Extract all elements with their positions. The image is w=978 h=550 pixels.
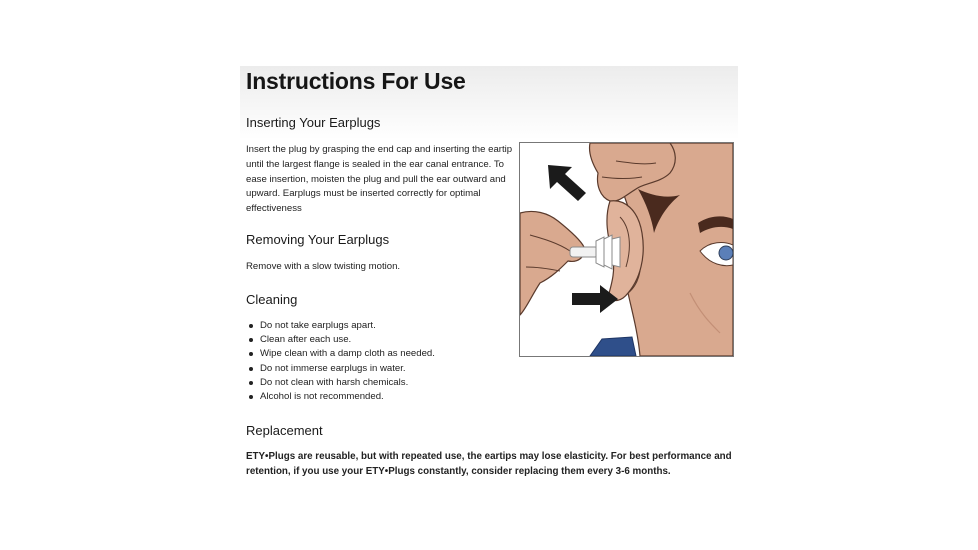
- bullet-icon: [249, 352, 253, 356]
- earplug-insertion-illustration: [519, 142, 734, 357]
- replacement-line: retention, if you use your ETY•Plugs constantly, consider replacing them every 3-6 months.: [246, 465, 671, 477]
- list-item: [246, 333, 435, 347]
- replacement-line: ETY•Plugs are reusable, but with repeated use, the eartips may lose elasticity. For best performance and: [246, 451, 732, 462]
- bullet-icon: [249, 338, 253, 342]
- earplug-stem: [570, 247, 598, 257]
- inserting-heading: Inserting Your Earplugs: [246, 115, 381, 130]
- removing-heading: Removing Your Earplugs: [246, 232, 390, 247]
- list-item: [246, 376, 435, 390]
- earplug-tip: [596, 235, 620, 269]
- removing-text: Remove with a slow twisting motion.: [246, 261, 401, 272]
- bullet-icon: [249, 381, 253, 385]
- cleaning-list: [246, 319, 435, 404]
- list-item: [246, 347, 435, 361]
- inserting-line: until the largest flange is sealed in the ear canal entrance. To: [246, 158, 504, 170]
- list-item-text: Clean after each use.: [260, 334, 352, 346]
- list-item-text: Do not clean with harsh chemicals.: [260, 376, 409, 388]
- bullet-icon: [249, 367, 253, 371]
- inserting-line: ease insertion, moisten the plug and pull the ear outward and: [246, 173, 506, 185]
- inserting-line: upward. Earplugs must be inserted correctly for optimal: [246, 188, 481, 200]
- list-item-text: Do not immerse earplugs in water.: [260, 362, 406, 374]
- list-item-text: Do not take earplugs apart.: [260, 320, 376, 331]
- list-item: [246, 319, 435, 333]
- inserting-line: Insert the plug by grasping the end cap and inserting the eartip: [246, 144, 513, 155]
- instructions-document: [240, 66, 738, 486]
- shirt-shape: [590, 337, 636, 356]
- page-title: Instructions For Use: [246, 68, 466, 94]
- list-item-text: Alcohol is not recommended.: [260, 391, 384, 403]
- cleaning-heading: Cleaning: [246, 292, 298, 307]
- inserting-line: effectiveness: [246, 203, 302, 215]
- bullet-icon: [249, 324, 253, 328]
- arrow-up-left-icon: [548, 165, 586, 201]
- list-item: [246, 390, 435, 404]
- replacement-heading: Replacement: [246, 423, 323, 438]
- replacement-text: [246, 450, 736, 480]
- list-item-text: Wipe clean with a damp cloth as needed.: [260, 348, 435, 360]
- list-item: [246, 362, 435, 376]
- bullet-icon: [249, 395, 253, 399]
- inserting-text: [246, 143, 512, 217]
- eye-iris: [719, 246, 733, 260]
- ear-illustration-svg: [520, 143, 733, 356]
